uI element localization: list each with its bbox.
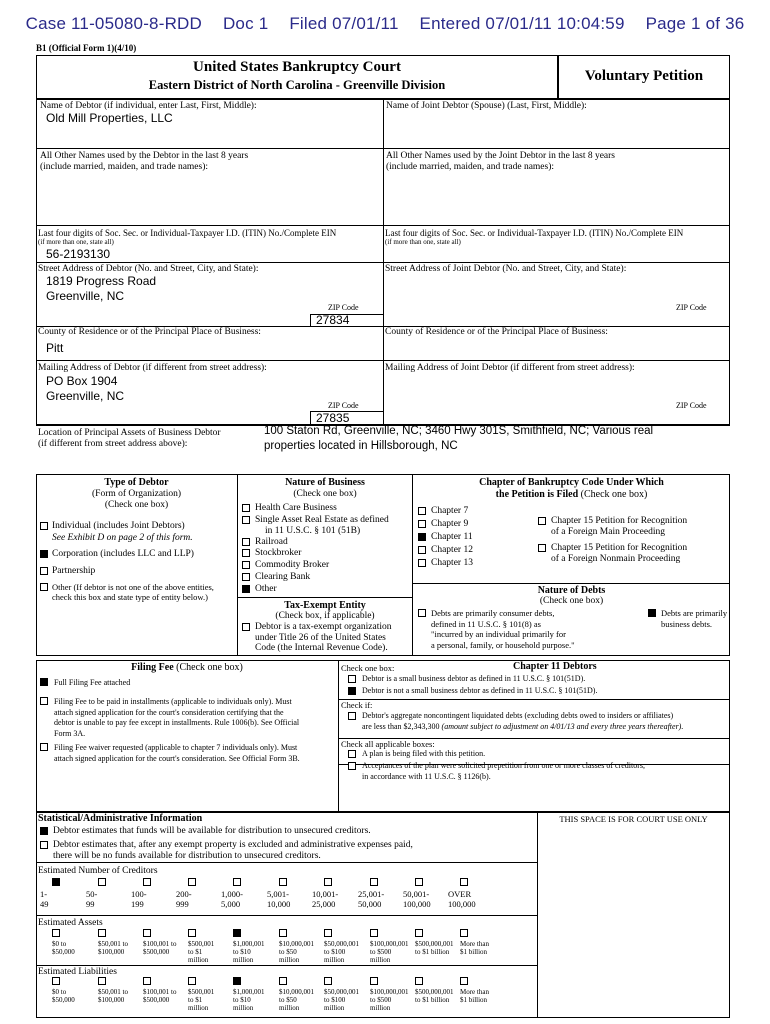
- assets-option-6-checkbox[interactable]: [279, 929, 287, 937]
- creditors-option-3-label: 100- 199: [131, 889, 147, 909]
- plan-filed-checkbox[interactable]: [348, 750, 356, 758]
- case-number: Case 11-05080-8-RDD: [25, 14, 203, 33]
- statistical-title: Statistical/Administrative Information: [38, 813, 203, 824]
- assets-option-10-checkbox[interactable]: [460, 929, 468, 937]
- debtor-county-label: County of Residence or of the Principal Place of Business:: [38, 327, 261, 337]
- individual-exhibit-note: See Exhibit D on page 2 of this form.: [52, 533, 193, 543]
- filed-date: Filed 07/01/11: [289, 14, 399, 33]
- debtor-street-1: 1819 Progress Road: [46, 274, 157, 288]
- form-id: B1 (Official Form 1)(4/10): [36, 43, 137, 53]
- aggregate-debts-checkbox[interactable]: [348, 712, 356, 720]
- creditors-option-2-label: 50- 99: [86, 889, 98, 909]
- installments-label: Filing Fee to be paid in installments (applicable to individuals only). Must attach signed application for the court's consideration certifying that the debtor is unable to pay fee except in installments. Rule 1006(b). See Official Form 3A.: [54, 697, 300, 738]
- filing-fee-title: Filing Fee (Check one box): [131, 662, 243, 673]
- corporation-label: Corporation (includes LLC and LLP): [52, 549, 194, 559]
- creditors-option-9-label: 50,001- 100,000: [403, 889, 431, 909]
- assets-option-2-label: $50,001 to $100,000: [98, 940, 128, 956]
- joint-mailing-label: Mailing Address of Joint Debtor (if different from street address):: [385, 363, 635, 373]
- other-entity-checkbox[interactable]: [40, 583, 48, 591]
- creditors-option-10-checkbox[interactable]: [460, 878, 468, 886]
- creditors-option-4-checkbox[interactable]: [188, 878, 196, 886]
- nature-of-business-sub: (Check one box): [293, 489, 357, 499]
- fee-waiver-checkbox[interactable]: [40, 743, 48, 751]
- single-asset-label: Single Asset Real Estate as defined: [255, 515, 389, 525]
- assets-option-4-checkbox[interactable]: [188, 929, 196, 937]
- liabilities-option-7-checkbox[interactable]: [324, 977, 332, 985]
- railroad-checkbox[interactable]: [242, 538, 250, 546]
- liabilities-option-10-label: More than $1 billion: [460, 988, 489, 1004]
- assets-option-5-checkbox[interactable]: [233, 929, 241, 937]
- chapter-13-label: Chapter 13: [431, 558, 473, 568]
- chapter-11-checkbox[interactable]: [418, 533, 426, 541]
- entered-date: Entered 07/01/11 10:04:59: [419, 14, 625, 33]
- liabilities-option-10-checkbox[interactable]: [460, 977, 468, 985]
- doc-number: Doc 1: [222, 14, 269, 33]
- nature-of-debts-sub: (Check one box): [539, 596, 604, 606]
- creditors-option-3-checkbox[interactable]: [143, 878, 151, 886]
- chapter-15-main-checkbox[interactable]: [538, 517, 546, 525]
- liabilities-option-7-label: $50,000,001 to $100 million: [324, 988, 359, 1012]
- court-district: Eastern District of North Carolina - Greenville Division: [148, 78, 446, 92]
- debtor-street-label: Street Address of Debtor (No. and Street, City, and State):: [38, 264, 259, 274]
- liabilities-option-1-label: $0 to $50,000: [52, 988, 75, 1004]
- consumer-debts-label: Debts are primarily consumer debts, defined in 11 U.S.C. § 101(8) as "incurred by an individual primarily for a personal, family, or household purpose.": [431, 608, 575, 650]
- chapter-12-label: Chapter 12: [431, 545, 473, 555]
- creditors-option-6-checkbox[interactable]: [279, 878, 287, 886]
- assets-option-4-label: $500,001 to $1 million: [188, 940, 215, 964]
- individual-checkbox[interactable]: [40, 522, 48, 530]
- railroad-label: Railroad: [255, 537, 288, 547]
- partnership-label: Partnership: [52, 566, 96, 576]
- joint-ssn-label: Last four digits of Soc. Sec. or Individual-Taxpayer I.D. (ITIN) No./Complete EIN: [385, 228, 684, 238]
- ch11-check-if: Check if:: [341, 700, 373, 710]
- debtor-zip-label: ZIP Code: [328, 303, 359, 312]
- full-fee-checkbox[interactable]: [40, 678, 48, 686]
- court-name: United States Bankruptcy Court: [193, 59, 401, 75]
- type-of-debtor-sub1: (Form of Organization): [92, 489, 181, 499]
- debtor-zip: 27834: [316, 313, 350, 327]
- creditors-option-5-checkbox[interactable]: [233, 878, 241, 886]
- page-number: Page 1 of 36: [645, 14, 745, 33]
- acceptances-label: Acceptances of the plan were solicited prepetition from one or more classes of creditors, in accordance with 11 U.S.C. § 1126(b).: [362, 761, 646, 781]
- creditors-option-4-label: 200- 999: [176, 889, 192, 909]
- plan-filed-label: A plan is being filed with this petition.: [362, 749, 486, 758]
- chapter-15-nonmain-label: Chapter 15 Petition for Recognition of a Foreign Nonmain Proceeding: [551, 543, 688, 564]
- creditors-option-7-label: 10,001- 25,000: [312, 889, 339, 909]
- chapter-7-checkbox[interactable]: [418, 507, 426, 515]
- assets-option-3-label: $100,001 to $500,000: [143, 940, 177, 956]
- other-entity-label: Other (If debtor is not one of the above entities,: [52, 582, 214, 592]
- full-fee-label: Full Filing Fee attached: [54, 678, 131, 687]
- no-funds-label: Debtor estimates that, after any exempt property is excluded and administrative expenses paid, there will be no funds available for distribution to unsecured creditors.: [53, 840, 413, 861]
- creditors-option-10-label: OVER 100,000: [448, 889, 476, 909]
- consumer-debts-checkbox[interactable]: [418, 609, 426, 617]
- joint-name-label: Name of Joint Debtor (Spouse) (Last, First, Middle):: [386, 101, 587, 111]
- assets-option-3-checkbox[interactable]: [143, 929, 151, 937]
- assets-title: Estimated Assets: [38, 918, 103, 928]
- installments-checkbox[interactable]: [40, 697, 48, 705]
- tax-exempt-checkbox[interactable]: [242, 623, 250, 631]
- joint-other-names-label: All Other Names used by the Joint Debtor in the last 8 years (include married, maiden, and trade names):: [386, 151, 616, 172]
- creditors-title: Estimated Number of Creditors: [38, 866, 158, 876]
- liabilities-option-6-checkbox[interactable]: [279, 977, 287, 985]
- case-header: [0, 14, 770, 34]
- liabilities-option-8-label: $100,000,001 to $500 million: [370, 988, 409, 1012]
- aggregate-debts-label: Debtor's aggregate noncontingent liquidated debts (excluding debts owed to insiders or affiliates) are less than $2,343,300 (amount subject to adjustment on 4/01/13 and every three years thereafter).: [362, 711, 684, 731]
- chapter-7-label: Chapter 7: [431, 506, 469, 516]
- liabilities-option-5-checkbox[interactable]: [233, 977, 241, 985]
- type-of-debtor-sub2: (Check one box): [104, 500, 169, 510]
- mailing-zip-label: ZIP Code: [328, 401, 359, 410]
- debtor-ssn-label: Last four digits of Soc. Sec. or Individual-Taxpayer I.D. (ITIN) No./Complete EIN: [38, 228, 337, 238]
- no-funds-checkbox[interactable]: [40, 841, 48, 849]
- liabilities-option-2-checkbox[interactable]: [98, 977, 106, 985]
- creditors-option-1-checkbox[interactable]: [52, 878, 60, 886]
- business-debts-checkbox[interactable]: [648, 609, 656, 617]
- creditors-option-5-label: 1,000- 5,000: [221, 889, 243, 909]
- debtor-street-2: Greenville, NC: [46, 289, 125, 303]
- location-value: 100 Staton Rd, Greenville, NC; 3460 Hwy 301S, Smithfield, NC; Various real properties located in Hillsborough, NC: [264, 425, 654, 452]
- partnership-checkbox[interactable]: [40, 567, 48, 575]
- petition-title-box: [558, 55, 730, 99]
- liabilities-option-5-label: $1,000,001 to $10 million: [233, 988, 265, 1012]
- chapter-title: Chapter of Bankruptcy Code Under Which: [479, 477, 664, 488]
- clearing-bank-label: Clearing Bank: [255, 572, 311, 582]
- other-business-checkbox[interactable]: [242, 585, 250, 593]
- liabilities-option-3-checkbox[interactable]: [143, 977, 151, 985]
- joint-mailing-zip-label: ZIP Code: [676, 401, 707, 410]
- joint-county-label: County of Residence or of the Principal Place of Business:: [385, 327, 608, 337]
- assets-option-8-checkbox[interactable]: [370, 929, 378, 937]
- single-asset-checkbox[interactable]: [242, 516, 250, 524]
- chapter-15-nonmain-checkbox[interactable]: [538, 544, 546, 552]
- stockbroker-label: Stockbroker: [255, 548, 302, 558]
- liabilities-title: Estimated Liabilities: [38, 967, 117, 977]
- stockbroker-checkbox[interactable]: [242, 549, 250, 557]
- liabilities-option-9-checkbox[interactable]: [415, 977, 423, 985]
- chapter-9-label: Chapter 9: [431, 519, 469, 529]
- debtor-mailing-2: Greenville, NC: [46, 389, 125, 403]
- commodity-broker-label: Commodity Broker: [255, 560, 330, 570]
- joint-ssn-sub: (if more than one, state all): [385, 238, 461, 246]
- liabilities-option-8-checkbox[interactable]: [370, 977, 378, 985]
- assets-option-9-label: $500,000,001 to $1 billion: [415, 940, 454, 956]
- chapter-9-checkbox[interactable]: [418, 520, 426, 528]
- debtor-mailing-1: PO Box 1904: [46, 374, 118, 388]
- assets-option-9-checkbox[interactable]: [415, 929, 423, 937]
- assets-option-1-label: $0 to $50,000: [52, 940, 75, 956]
- chapter-13-checkbox[interactable]: [418, 559, 426, 567]
- liabilities-option-3-label: $100,001 to $500,000: [143, 988, 177, 1004]
- commodity-broker-checkbox[interactable]: [242, 561, 250, 569]
- assets-option-2-checkbox[interactable]: [98, 929, 106, 937]
- funds-available-checkbox[interactable]: [40, 827, 48, 835]
- liabilities-option-2-label: $50,001 to $100,000: [98, 988, 128, 1004]
- type-of-debtor-title: Type of Debtor: [104, 477, 169, 488]
- liabilities-option-9-label: $500,000,001 to $1 billion: [415, 988, 454, 1004]
- petition-title: Voluntary Petition: [584, 68, 704, 84]
- chapter-subtitle: the Petition is Filed (Check one box): [495, 489, 648, 500]
- health-care-checkbox[interactable]: [242, 504, 250, 512]
- creditors-option-8-checkbox[interactable]: [370, 878, 378, 886]
- corporation-checkbox[interactable]: [40, 550, 48, 558]
- acceptances-checkbox[interactable]: [348, 762, 356, 770]
- debtor-other-names-label: All Other Names used by the Debtor in the last 8 years (include married, maiden, and trade names):: [40, 151, 249, 172]
- creditors-option-8-label: 25,001- 50,000: [358, 889, 385, 909]
- ch11-check-all: Check all applicable boxes:: [341, 739, 435, 749]
- debtor-name: Old Mill Properties, LLC: [46, 111, 173, 125]
- funds-available-label: Debtor estimates that funds will be available for distribution to unsecured creditors.: [53, 826, 371, 836]
- creditors-option-7-checkbox[interactable]: [324, 878, 332, 886]
- debtor-ein: 56-2193130: [46, 247, 111, 261]
- assets-option-7-checkbox[interactable]: [324, 929, 332, 937]
- assets-option-6-label: $10,000,001 to $50 million: [279, 940, 314, 964]
- nature-of-business-title: Nature of Business: [285, 477, 365, 488]
- joint-street-label: Street Address of Joint Debtor (No. and Street, City, and State):: [385, 264, 627, 274]
- assets-option-7-label: $50,000,001 to $100 million: [324, 940, 359, 964]
- small-business-checkbox[interactable]: [348, 675, 356, 683]
- assets-option-10-label: More than $1 billion: [460, 940, 489, 956]
- liabilities-option-4-label: $500,001 to $1 million: [188, 988, 215, 1012]
- creditors-option-2-checkbox[interactable]: [98, 878, 106, 886]
- assets-option-8-label: $100,000,001 to $500 million: [370, 940, 409, 964]
- tax-exempt-label: Debtor is a tax-exempt organization under Title 26 of the United States Code (the Internal Revenue Code).: [255, 622, 392, 653]
- fee-waiver-label: Filing Fee waiver requested (applicable to chapter 7 individuals only). Must attach signed application for the court's consideration. See Official Form 3B.: [54, 743, 300, 763]
- liabilities-option-1-checkbox[interactable]: [52, 977, 60, 985]
- court-title-box: [36, 55, 558, 99]
- ch11-check-one: Check one box:: [341, 663, 395, 673]
- single-asset-note: in 11 U.S.C. § 101 (51B): [265, 526, 361, 536]
- joint-zip-label: ZIP Code: [676, 303, 707, 312]
- individual-label: Individual (includes Joint Debtors): [52, 521, 185, 531]
- chapter-12-checkbox[interactable]: [418, 546, 426, 554]
- debtor-mailing-label: Mailing Address of Debtor (if different from street address):: [38, 363, 267, 373]
- business-debts-label: Debts are primarily business debts.: [661, 608, 728, 629]
- other-business-label: Other: [255, 584, 277, 594]
- creditors-option-6-label: 5,001- 10,000: [267, 889, 291, 909]
- debtor-county: Pitt: [46, 341, 64, 355]
- assets-option-1-checkbox[interactable]: [52, 929, 60, 937]
- small-business-label: Debtor is a small business debtor as defined in 11 U.S.C. § 101(51D).: [362, 674, 586, 683]
- court-use-only: THIS SPACE IS FOR COURT USE ONLY: [559, 814, 708, 824]
- clearing-bank-checkbox[interactable]: [242, 573, 250, 581]
- chapter-11-label: Chapter 11: [431, 532, 473, 542]
- liabilities-option-6-label: $10,000,001 to $50 million: [279, 988, 314, 1012]
- location-label: Location of Principal Assets of Business Debtor (if different from street address above):: [38, 428, 221, 449]
- creditors-option-1-label: 1- 49: [40, 889, 49, 909]
- health-care-label: Health Care Business: [255, 503, 337, 513]
- tax-exempt-title: Tax-Exempt Entity: [284, 600, 366, 611]
- debtor-ssn-sub: (if more than one, state all): [38, 238, 114, 246]
- liabilities-option-4-checkbox[interactable]: [188, 977, 196, 985]
- not-small-business-checkbox[interactable]: [348, 687, 356, 695]
- chapter-15-main-label: Chapter 15 Petition for Recognition of a Foreign Main Proceeding: [551, 516, 688, 537]
- ch11-debtors-title: Chapter 11 Debtors: [513, 661, 597, 672]
- tax-exempt-sub: (Check box, if applicable): [275, 611, 375, 621]
- not-small-business-label: Debtor is not a small business debtor as defined in 11 U.S.C. § 101(51D).: [362, 686, 598, 695]
- other-entity-note: check this box and state type of entity below.): [52, 592, 208, 602]
- nature-of-debts-title: Nature of Debts: [537, 585, 606, 596]
- creditors-option-9-checkbox[interactable]: [415, 878, 423, 886]
- debtor-name-label: Name of Debtor (if individual, enter Last, First, Middle):: [40, 101, 257, 111]
- debtor-mailing-zip: 27835: [316, 411, 350, 425]
- assets-option-5-label: $1,000,001 to $10 million: [233, 940, 265, 964]
